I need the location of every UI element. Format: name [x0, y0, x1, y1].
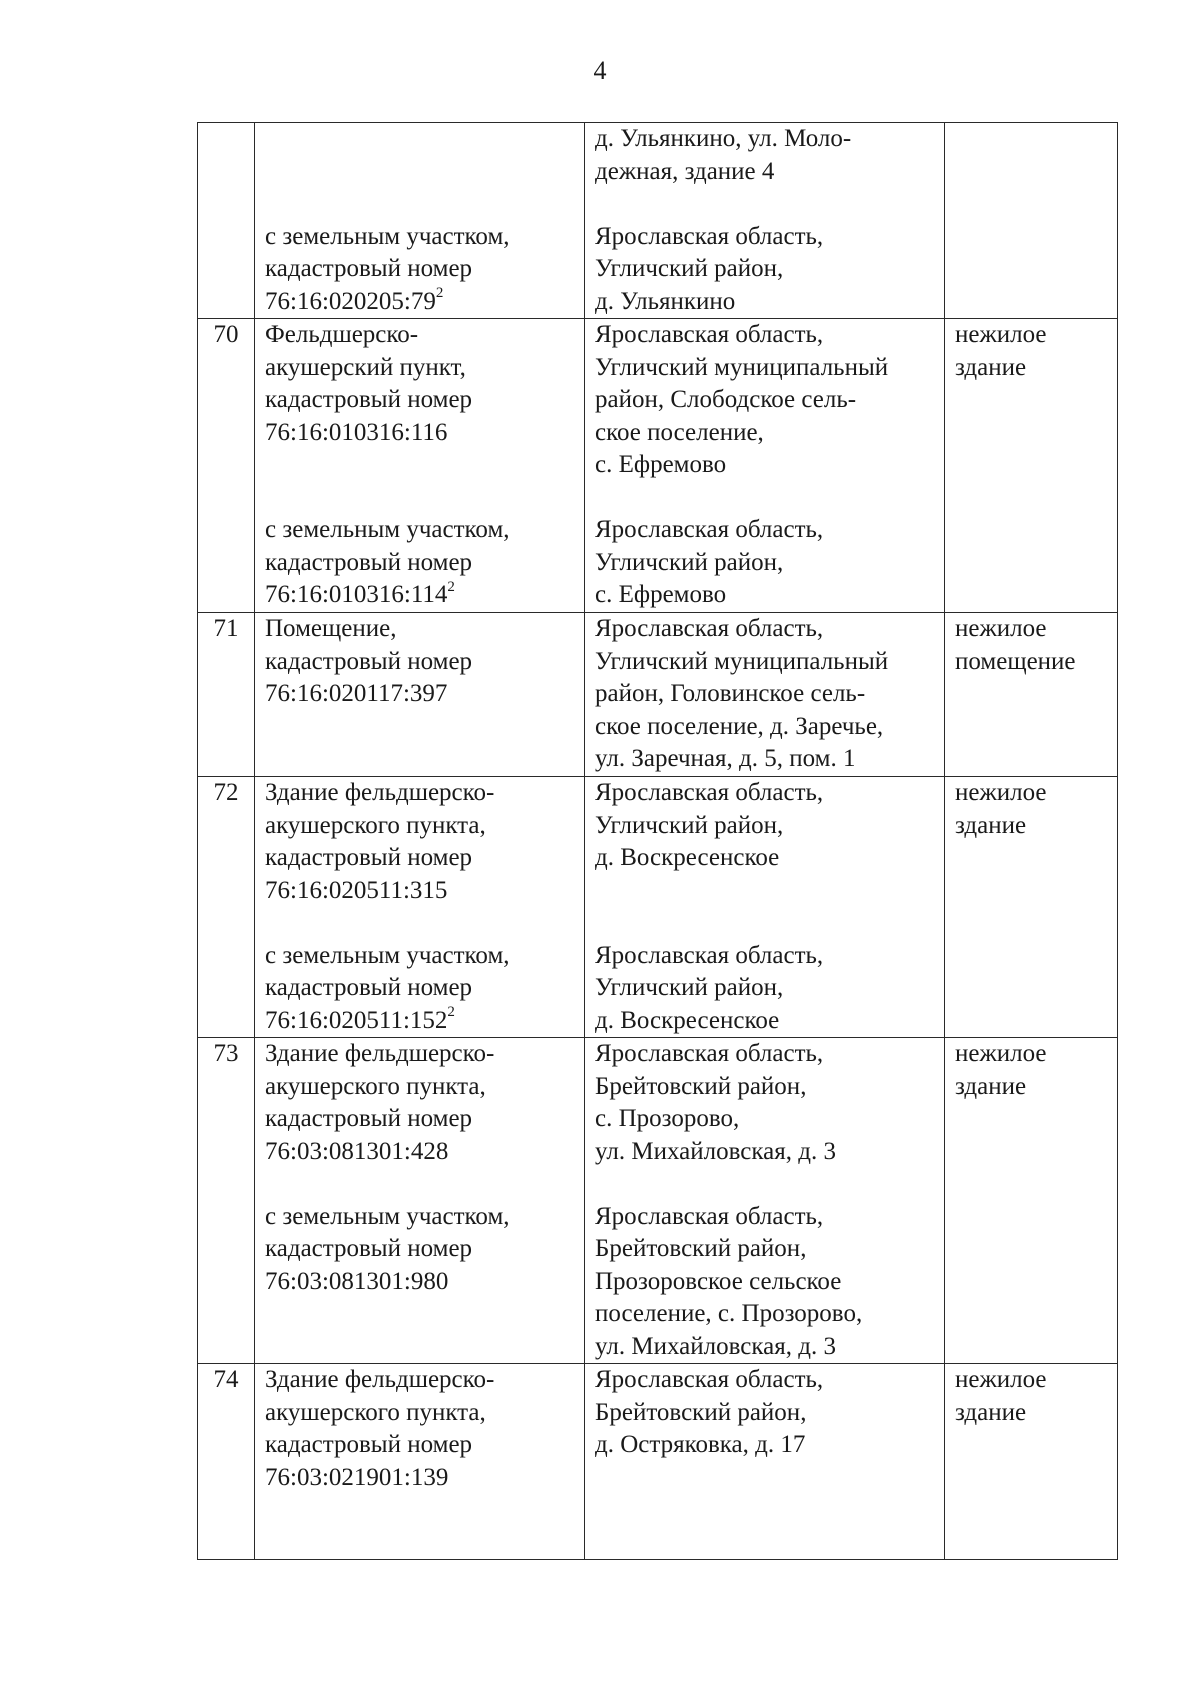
address-cell — [585, 319, 945, 613]
row-number: 71 — [198, 613, 255, 777]
property-type-cell — [945, 613, 1118, 777]
name-line: Здание фельдшерско- — [265, 779, 495, 806]
cadastral-number: 76:16:020117:397 — [265, 680, 448, 707]
property-name-cell — [255, 777, 585, 1038]
land-line: с земельным участком, — [265, 1202, 510, 1230]
name-line: кадастровый номер — [265, 647, 473, 675]
address-line: Брейтовский район, — [595, 1072, 807, 1100]
name-line: Фельдшерско- — [265, 321, 419, 348]
type-line: здание — [955, 1072, 1027, 1100]
name-line: кадастровый номер — [265, 386, 473, 413]
land-address-line: Угличский район, — [595, 974, 784, 1001]
address-line: район, Головинское сель- — [595, 680, 866, 707]
property-name-cell — [255, 613, 585, 777]
land-line: кадастровый номер — [265, 1235, 473, 1262]
land-line: с земельным участком, — [265, 941, 510, 969]
address-line: с. Прозорово, — [595, 1105, 740, 1132]
property-name-cell — [255, 1038, 585, 1364]
land-address-line: Брейтовский район, — [595, 1235, 807, 1262]
row-number: 73 — [198, 1038, 255, 1364]
table-row — [198, 1364, 1118, 1560]
address-line: Ярославская область, — [595, 1366, 824, 1393]
land-address-line: Прозоровское сельское — [595, 1267, 842, 1295]
property-type-cell — [945, 319, 1118, 613]
land-address-line: ул. Михайловская, д. 3 — [595, 1332, 836, 1360]
land-line: кадастровый номер — [265, 974, 473, 1001]
property-type-cell — [945, 1364, 1118, 1560]
address-line: дежная, здание 4 — [595, 157, 775, 185]
table-row — [198, 319, 1118, 613]
type-line: нежилое — [955, 321, 1047, 348]
type-line: нежилое — [955, 1040, 1047, 1067]
land-cadastral-number: 76:16:020511:152$^2$ — [265, 1004, 455, 1034]
footnote-marker: 2 — [435, 285, 444, 302]
name-line: акушерского пункта, — [265, 1398, 486, 1426]
row-number: 74 — [198, 1364, 255, 1560]
row-number: 72 — [198, 777, 255, 1038]
land-address-line: д. Ульянкино — [595, 287, 736, 315]
name-line: акушерский пункт, — [265, 353, 466, 381]
footnote-marker: 2 — [447, 1004, 455, 1021]
address-cell — [585, 1364, 945, 1560]
property-type-cell — [945, 777, 1118, 1038]
land-line: с земельным участком, — [265, 516, 510, 543]
address-line: Угличский район, — [595, 811, 784, 839]
address-line: Ярославская область, — [595, 1040, 824, 1067]
address-line: ул. Михайловская, д. 3 — [595, 1137, 836, 1165]
address-line: ул. Заречная, д. 5, пом. 1 — [595, 745, 856, 772]
table-row — [198, 777, 1118, 1038]
address-line: д. Воскресенское — [595, 844, 780, 871]
footnote-marker: 2 — [447, 578, 455, 595]
name-line: Здание фельдшерско- — [265, 1040, 495, 1067]
address-line: д. Ульянкино, ул. Моло- — [595, 125, 852, 152]
address-cell — [585, 123, 945, 319]
address-line: д. Остряковка, д. 17 — [595, 1431, 806, 1458]
address-line: ское поселение, — [595, 418, 764, 446]
type-line: здание — [955, 1398, 1027, 1426]
type-line: нежилое — [955, 1366, 1047, 1393]
land-line: с земельным участком, — [265, 222, 510, 250]
name-line: кадастровый номер — [265, 1105, 473, 1132]
land-address-line: Ярославская область, — [595, 222, 824, 250]
property-type-cell — [945, 1038, 1118, 1364]
address-line: Угличский муниципальный — [595, 353, 889, 381]
property-name-cell — [255, 123, 585, 319]
land-cadastral-number: 76:03:081301:980 — [265, 1267, 449, 1295]
row-number: 70 — [198, 319, 255, 613]
address-cell — [585, 1038, 945, 1364]
land-cadastral-number: 76:16:020205:79$^2$ — [265, 285, 444, 315]
property-name-cell — [255, 319, 585, 613]
address-line: Брейтовский район, — [595, 1398, 807, 1426]
type-line: здание — [955, 811, 1027, 839]
address-cell — [585, 777, 945, 1038]
property-table — [197, 122, 1118, 1560]
property-name-cell — [255, 1364, 585, 1560]
type-line: нежилое — [955, 779, 1047, 806]
name-line: Здание фельдшерско- — [265, 1366, 495, 1393]
property-type-cell — [945, 123, 1118, 319]
address-line: Угличский муниципальный — [595, 647, 889, 675]
land-address-line: Угличский район, — [595, 255, 784, 282]
page-number: 4 — [593, 56, 607, 85]
land-address-line: Угличский район, — [595, 548, 784, 576]
name-line: Помещение, — [265, 615, 397, 642]
name-line: кадастровый номер — [265, 1431, 473, 1458]
type-line: нежилое — [955, 615, 1047, 642]
type-line: помещение — [955, 647, 1076, 675]
name-line: кадастровый номер — [265, 844, 473, 871]
land-address-line: Ярославская область, — [595, 516, 824, 543]
land-address-line: д. Воскресенское — [595, 1006, 780, 1034]
address-cell — [585, 613, 945, 777]
table-row-continuation — [198, 123, 1118, 319]
type-line: здание — [955, 353, 1027, 381]
cadastral-number: 76:16:020511:315 — [265, 876, 448, 904]
land-address-line: Ярославская область, — [595, 1202, 824, 1230]
name-line: акушерского пункта, — [265, 811, 486, 839]
cadastral-number: 76:16:010316:116 — [265, 418, 448, 446]
address-line: Ярославская область, — [595, 321, 824, 348]
land-line: кадастровый номер — [265, 255, 473, 282]
land-address-line: поселение, с. Прозорово, — [595, 1300, 863, 1327]
land-address-line: с. Ефремово — [595, 581, 727, 608]
address-line: Ярославская область, — [595, 779, 824, 806]
cadastral-number: 76:03:021901:139 — [265, 1463, 449, 1491]
address-line: ское поселение, д. Заречье, — [595, 712, 884, 740]
address-line: с. Ефремово — [595, 451, 727, 478]
name-line: акушерского пункта, — [265, 1072, 486, 1100]
table-row — [198, 1038, 1118, 1364]
cadastral-number: 76:03:081301:428 — [265, 1137, 449, 1165]
land-cadastral-number: 76:16:010316:114$^2$ — [265, 578, 455, 608]
row-number — [198, 123, 255, 319]
land-line: кадастровый номер — [265, 548, 473, 576]
address-line: Ярославская область, — [595, 615, 824, 642]
address-line: район, Слободское сель- — [595, 386, 857, 413]
land-address-line: Ярославская область, — [595, 941, 824, 969]
table-row — [198, 613, 1118, 777]
